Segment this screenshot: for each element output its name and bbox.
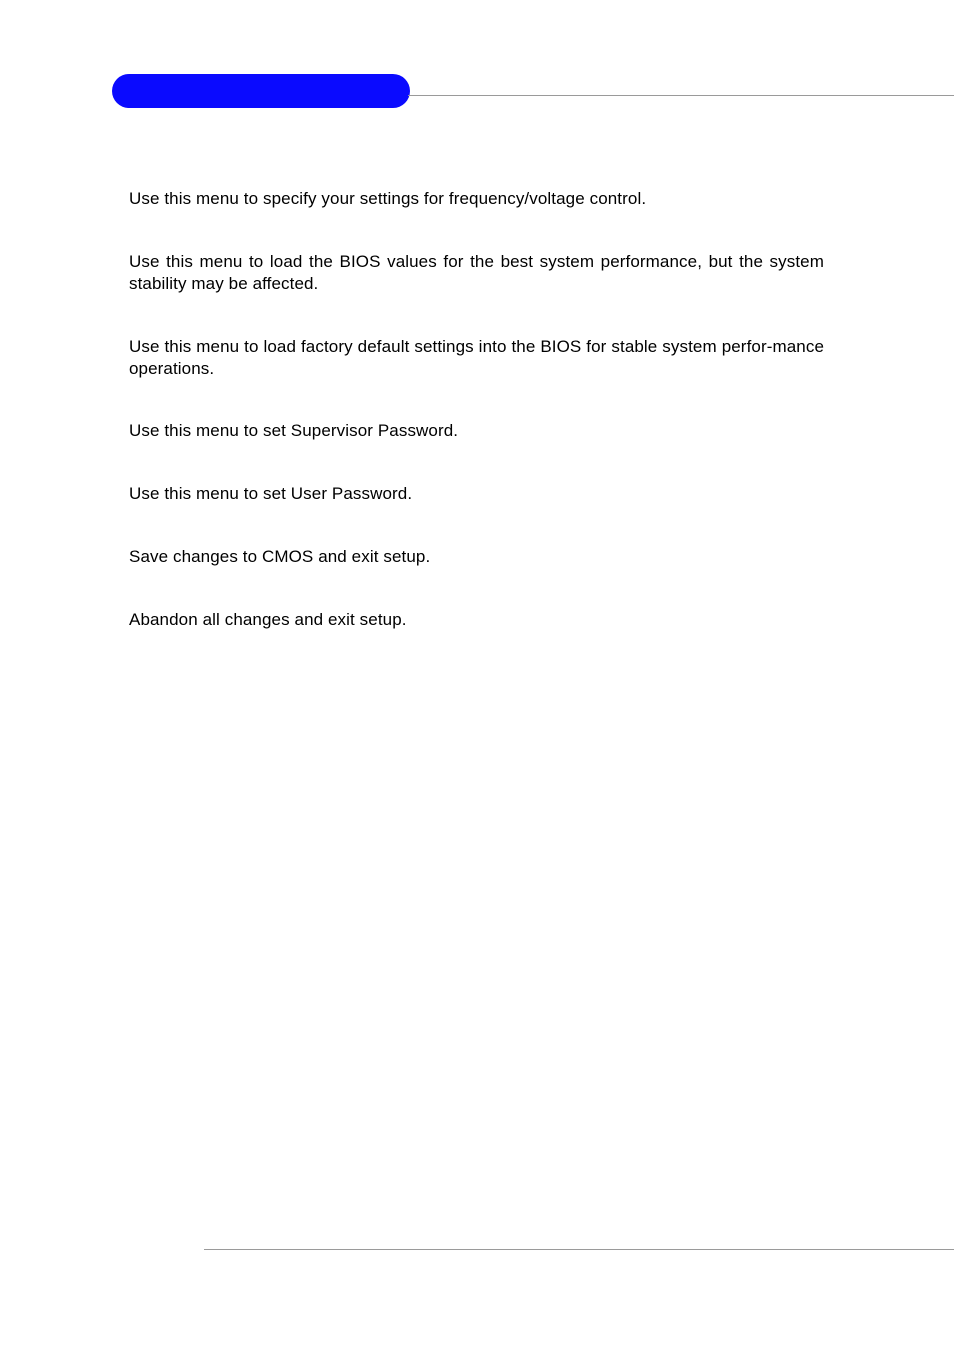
save-exit-description: Save changes to CMOS and exit setup. bbox=[129, 547, 431, 566]
user-password-description: Use this menu to set User Password. bbox=[129, 484, 413, 503]
supervisor-password-description: Use this menu to set Supervisor Password. bbox=[129, 421, 459, 440]
frequency-voltage-description: Use this menu to specify your settings for frequency/voltage control. bbox=[129, 189, 647, 208]
exit-without-saving-description: Abandon all changes and exit setup. bbox=[129, 610, 407, 629]
footer-divider bbox=[204, 1249, 954, 1250]
failsafe-defaults-description: Use this menu to load factory default settings into the BIOS for stable system perfor-mance operations. bbox=[129, 337, 824, 378]
header-divider bbox=[408, 95, 954, 96]
optimized-defaults-description: Use this menu to load the BIOS values for the best system performance, but the system stability may be affected. bbox=[129, 252, 824, 293]
chapter-header-tab bbox=[112, 74, 410, 108]
